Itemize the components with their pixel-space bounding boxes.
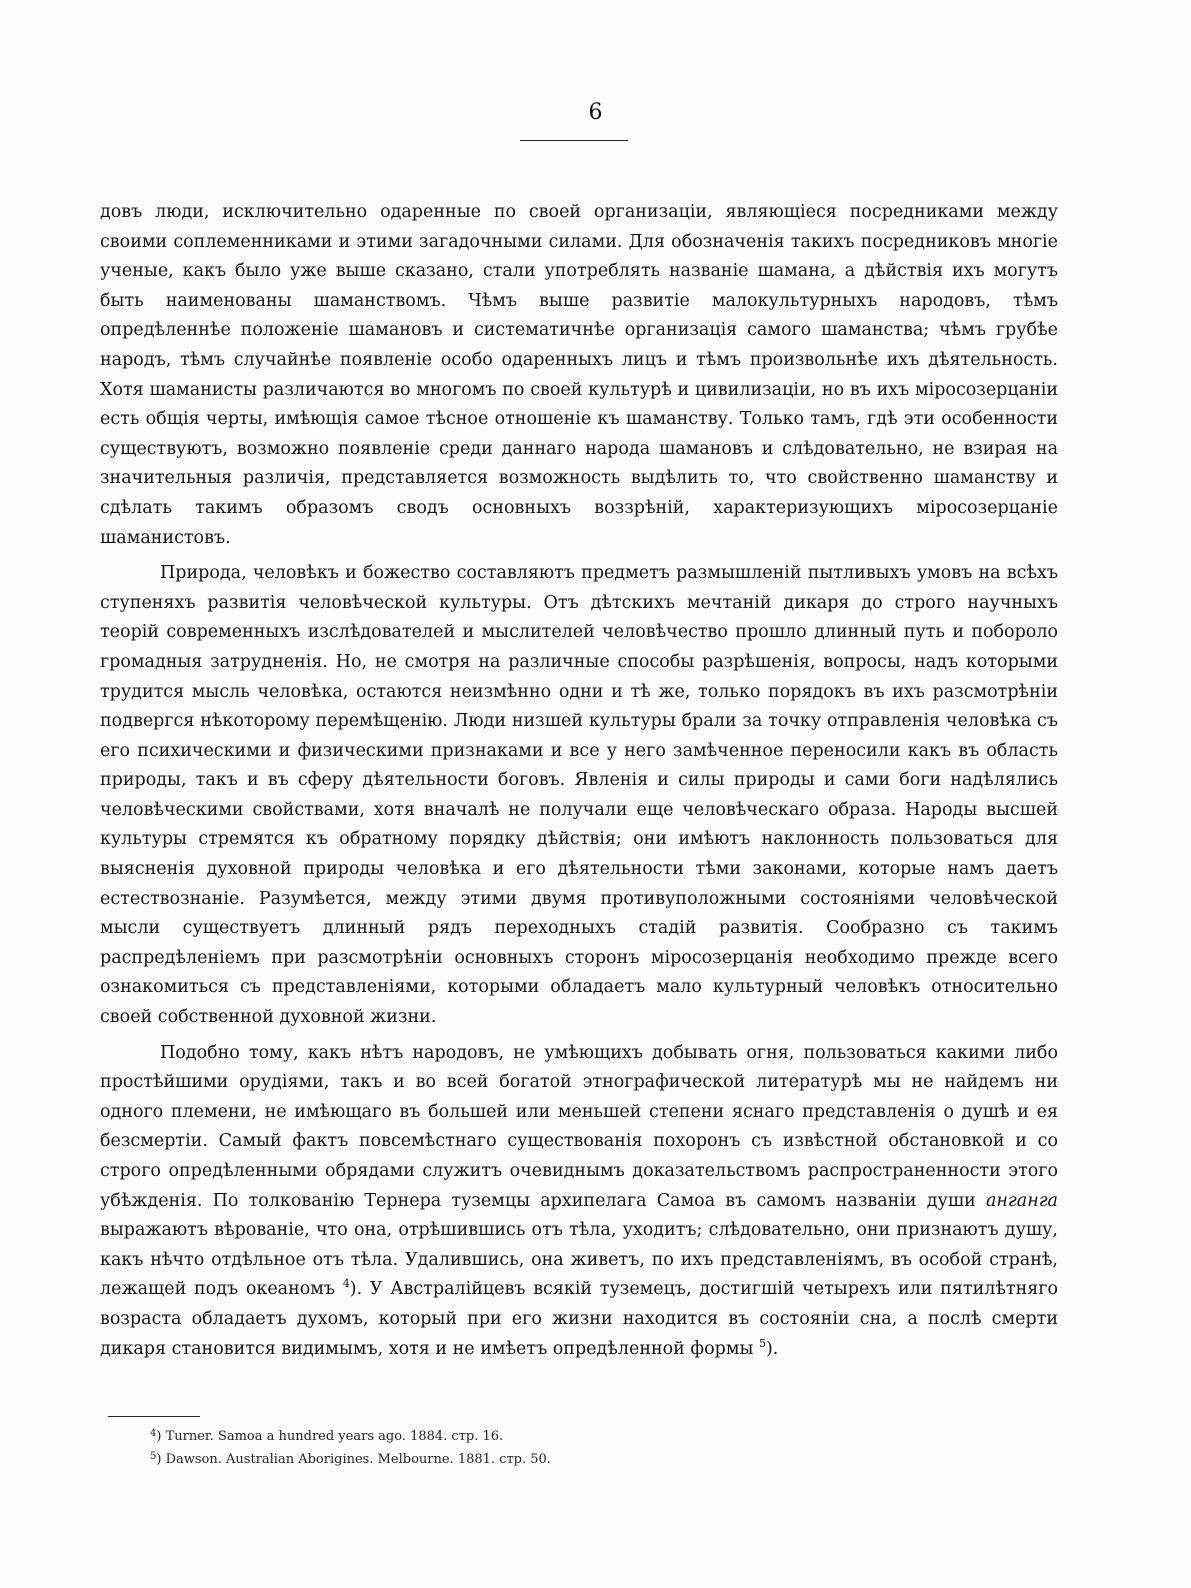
paragraph-1: довъ люди, исключительно одаренные по своей организаціи, являющіеся посредниками между своими соплеменниками и этими загадочными силами. Для обозначенія такихъ посредниковъ многіе ученые, какъ было уже выше сказано, стали употреблять названіе шамана, а дѣйствія ихъ могутъ быть наименованы шаманствомъ. Чѣмъ выше развитіе малокультурныхъ народовъ, тѣмъ опредѣленнѣе положеніе шамановъ и систематичнѣе организація самого шаманства; чѣмъ грубѣе народъ, тѣмъ случайнѣе появленіе особо одаренныхъ лицъ и тѣмъ произвольнѣе ихъ дѣятельность. Хотя шаманисты различаются во многомъ по своей культурѣ и цивилизаціи, но въ ихъ міросозерцаніи есть общія черты, имѣющія самое тѣсное отношеніе къ шаманству. Только тамъ, гдѣ эти особенности существуютъ, возможно появленіе среди даннаго народа шамановъ и слѣдовательно, не взирая на значительныя различія, представляется возможность выдѣлить то, что свойственно шаманству и сдѣлать такимъ образомъ сводъ основныхъ воззрѣній, характеризующихъ міросозерцаніе шаманистовъ. (100, 202, 1058, 548)
header-rule (520, 140, 628, 141)
paragraph-3-part-a: Подобно тому, какъ нѣтъ народовъ, не умѣющихъ добывать огня, пользоваться какими либо простѣйшими орудіями, такъ и во всей богатой этнографической литературѣ мы не найдемъ ни одного племени, не имѣющаго въ большей или меньшей степени яснаго представленія о душѣ и ея безсмертіи. Самый фактъ повсемѣстнаго существованія похоронъ съ извѣстной обстановкой и со строго опредѣленными обрядами служитъ очевиднымъ доказательствомъ распространенности этого убѣжденія. По толкованію Тернера туземцы архипелага Самоа въ самомъ названіи души (100, 1042, 1058, 1211)
italic-term: анганга (985, 1190, 1058, 1211)
footnote-number: 4 (150, 1428, 157, 1439)
page-number: 6 (588, 100, 603, 125)
footnote (150, 1424, 850, 1447)
footnote-ref-5[interactable]: 5 (758, 1336, 766, 1350)
footnote-number: 5 (150, 1451, 157, 1462)
footnote-ref-4[interactable]: 4 (342, 1277, 350, 1291)
paragraph-3-part-b: выражаютъ вѣрованіе, что она, отрѣшившись отъ тѣла, уходитъ; слѣдовательно, они признаютъ душу, какъ нѣчто отдѣльное отъ тѣла. Удалившись, она живетъ, по ихъ представленіямъ, въ особой странѣ, лежащей подъ океаномъ (100, 1220, 1058, 1300)
footnotes (150, 1424, 850, 1470)
paragraph-3 (100, 1039, 1058, 1365)
footnote-text: ) Turner. Samoa a hundred years ago. 1884. стр. 16. (156, 1429, 504, 1444)
paragraph-3-part-c: ). У Австралійцевъ всякій туземецъ, достигшій четырехъ или пятилѣтняго возраста обладаетъ духомъ, который при его жизни находится въ состояніи сна, а послѣ смерти дикаря становится видимымъ, хотя и не имѣетъ опредѣленной формы (100, 1279, 1058, 1359)
paragraph-2: Природа, человѣкъ и божество составляютъ предметъ размышленій пытливыхъ умовъ на всѣхъ ступеняхъ развитія человѣческой культуры. Отъ дѣтскихъ мечтаній дикаря до строго научныхъ теорій современныхъ изслѣдователей и мыслителей человѣчество прошло длинный путь и побороло громадныя затрудненія. Но, не смотря на различные способы разрѣшенія, вопросы, надъ которыми трудится мысль человѣка, остаются неизмѣнно одни и тѣ же, только порядокъ въ ихъ разсмотрѣніи подвергся нѣкоторому перемѣщенію. Люди низшей культуры брали за точку отправленія человѣка съ его психическими и физическими признаками и все у него замѣченное переносили какъ въ область природы, такъ и въ сферу дѣятельности боговъ. Явленія и силы природы и сами боги надѣлялись человѣческими свойствами, хотя вначалѣ не получали еще человѣческаго образа. Народы высшей культуры стремятся къ обратному порядку дѣйствія; они имѣютъ наклонность пользоваться для выясненія духовной природы человѣка и его дѣятельности тѣми законами, которые намъ даетъ естествознаніе. Разумѣется, между этими двумя противуположными состояніями человѣческой мысли существуетъ длинный рядъ переходныхъ стадій развитія. Сообразно съ такимъ распредѣленіемъ при разсмотрѣніи основныхъ сторонъ міросозерцанія необходимо прежде всего ознакомиться съ представленіями, которыми обладаетъ мало культурный человѣкъ относительно своей собственной духовной жизни. (100, 563, 1058, 1028)
paragraph-3-part-d: ). (765, 1338, 779, 1359)
body-text (100, 198, 1058, 1364)
footnote-text: ) Dawson. Australian Aborigines. Melbourne. 1881. стр. 50. (156, 1452, 551, 1467)
footnote (150, 1447, 850, 1470)
footnote-rule (108, 1416, 200, 1417)
